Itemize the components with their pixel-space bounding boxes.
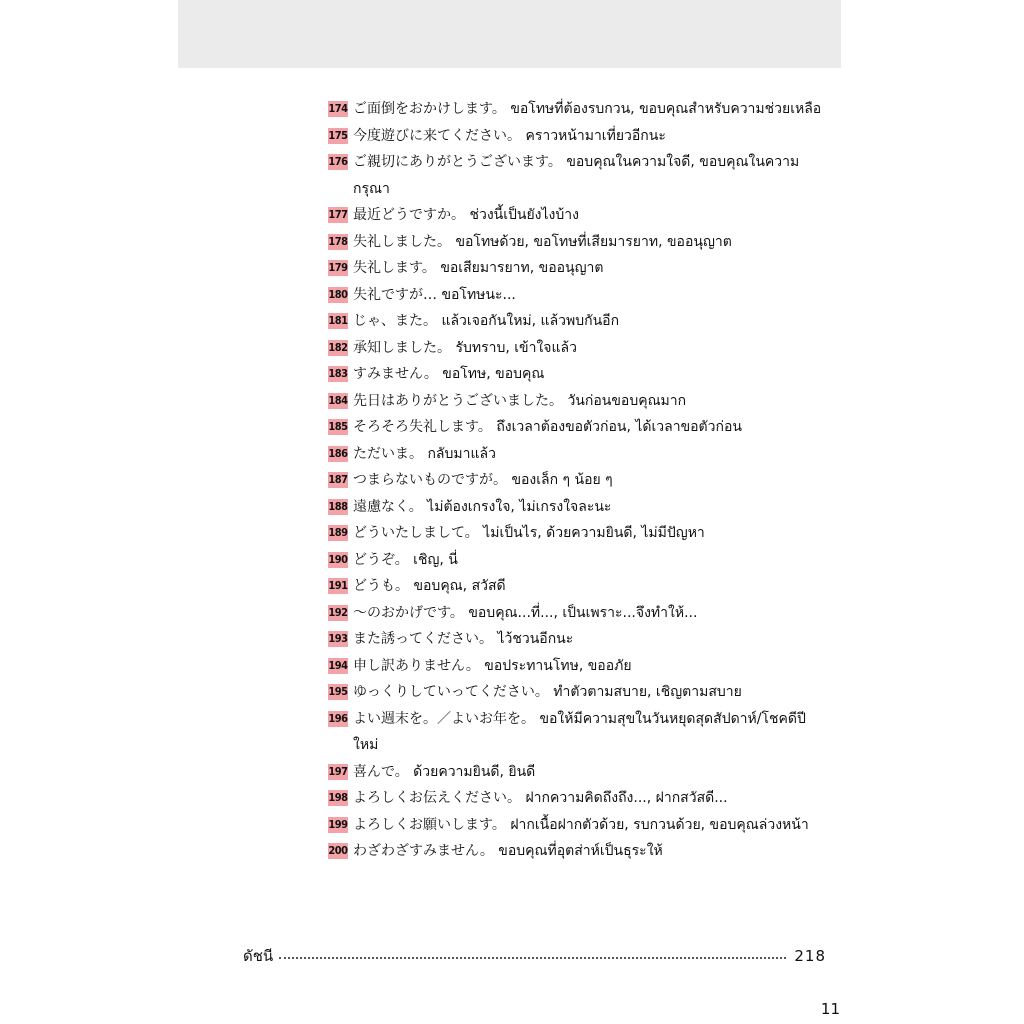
phrase-entry (328, 388, 828, 415)
phrase-text: よろしくお願いします。 ฝากเนื้อฝากตัวด้วย, รบกวนด้วย, ขอบคุณล่วงหน้า (353, 816, 809, 833)
entry-number-badge: 181 (328, 314, 348, 327)
entry-number-badge: 188 (328, 499, 348, 513)
phrase-text: 申し訳ありません。 ขอประทานโทษ, ขออภัย (353, 657, 632, 674)
phrase-text: ゆっくりしていってください。 ทำตัวตามสบาย, เชิญตามสบาย (353, 684, 742, 700)
phrase-text: また誘ってください。 ไว้ชวนอีกนะ (353, 631, 574, 647)
entry-number-badge: 177 (328, 208, 348, 221)
phrase-entry (328, 255, 828, 282)
phrase-entry (328, 653, 828, 680)
phrase-text: わざわざすみません。 ขอบคุณที่อุตส่าห์เป็นธุระให้ (353, 843, 663, 859)
phrase-text: ご面倒をおかけします。 ขอโทษที่ต้องรบกวน, ขอบคุณสำหรับความช่วยเหลือ (353, 101, 822, 117)
entry-number-badge: 195 (328, 685, 348, 698)
phrase-entry (328, 361, 828, 388)
entry-number-badge: 190 (328, 552, 348, 566)
phrase-entry (328, 441, 828, 468)
entry-number-badge: 191 (328, 579, 348, 592)
phrase-text: どうぞ。 เชิญ, นี่ (353, 551, 458, 568)
phrase-text: ご親切にありがとうございます。 ขอบคุณในความใจดี, ขอบคุณในความกรุณา (353, 154, 800, 197)
entry-number-badge: 183 (328, 367, 348, 380)
phrase-entry (328, 123, 828, 150)
entry-number-badge: 192 (328, 605, 348, 619)
phrase-entry (328, 626, 828, 653)
phrase-entry (328, 547, 828, 574)
phrase-text: ただいま。 กลับมาแล้ว (353, 445, 496, 462)
phrase-text: 承知しました。 รับทราบ, เข้าใจแล้ว (353, 339, 577, 356)
phrase-text: じゃ、また。 แล้วเจอกันใหม่, แล้วพบกันอีก (353, 313, 620, 329)
phrase-entry (328, 229, 828, 256)
phrase-entry (328, 520, 828, 547)
phrase-text: 最近どうですか。 ช่วงนี้เป็นยังไงบ้าง (353, 207, 579, 223)
page-header-band (178, 0, 841, 68)
phrase-text: 失礼ですが… ขอโทษนะ... (353, 286, 516, 303)
page-number: 11 (820, 1000, 840, 1018)
entry-number-badge: 193 (328, 632, 348, 645)
entry-number-badge: 200 (328, 844, 348, 857)
index-label: ดัชนี (243, 947, 274, 965)
entry-number-badge: 189 (328, 526, 348, 539)
phrase-entry (328, 202, 828, 229)
phrase-text: つまらないものですが。 ของเล็ก ๆ น้อย ๆ (353, 472, 613, 488)
phrase-text: 遠慮なく。 ไม่ต้องเกรงใจ, ไม่เกรงใจละนะ (353, 498, 612, 515)
phrase-text: 失礼します。 ขอเสียมารยาท, ขออนุญาต (353, 260, 604, 276)
entry-number-badge: 174 (328, 102, 348, 115)
entry-number-badge: 176 (328, 155, 348, 168)
phrase-entry (328, 335, 828, 362)
phrase-entry (328, 573, 828, 600)
entry-number-badge: 179 (328, 261, 348, 274)
entry-number-badge: 194 (328, 658, 348, 672)
index-entry (243, 944, 826, 968)
leader-dots (279, 957, 786, 959)
phrase-entry (328, 679, 828, 706)
entry-number-badge: 184 (328, 393, 348, 407)
phrase-entry (328, 600, 828, 627)
phrase-text: よろしくお伝えください。 ฝากความคิดถึงถึง..., ฝากสวัสดี... (353, 790, 728, 806)
phrase-entry (328, 494, 828, 521)
entry-number-badge: 198 (328, 791, 348, 804)
entry-number-badge: 196 (328, 711, 348, 725)
phrase-entry (328, 759, 828, 786)
phrase-text: ～のおかげです。 ขอบคุณ...ที่..., เป็นเพราะ...จึงทำให้... (353, 604, 698, 621)
phrase-entry (328, 308, 828, 335)
entry-number-badge: 175 (328, 128, 348, 142)
entry-number-badge: 197 (328, 764, 348, 778)
phrase-text: どうも。 ขอบคุณ, สวัสดี (353, 578, 506, 594)
entry-number-badge: 180 (328, 287, 348, 301)
phrase-entry (328, 467, 828, 494)
phrase-text: 先日はありがとうございました。 วันก่อนขอบคุณมาก (353, 392, 687, 409)
entry-number-badge: 178 (328, 234, 348, 248)
phrase-entry (328, 785, 828, 812)
phrase-entry (328, 706, 828, 759)
index-page-number: 218 (794, 947, 826, 965)
phrase-text: どういたしまして。 ไม่เป็นไร, ด้วยความยินดี, ไม่มีปัญหา (353, 525, 705, 541)
entry-number-badge: 185 (328, 420, 348, 433)
phrase-text: すみません。 ขอโทษ, ขอบคุณ (353, 366, 545, 382)
phrase-entry (328, 414, 828, 441)
phrase-entry (328, 96, 828, 123)
entry-number-badge: 199 (328, 817, 348, 831)
phrase-text: 今度遊びに来てください。 คราวหน้ามาเที่ยวอีกนะ (353, 127, 666, 144)
phrase-list (328, 96, 828, 865)
phrase-entry (328, 282, 828, 309)
phrase-text: よい週末を。／よいお年を。 ขอให้มีความสุขในวันหยุดสุดสัปดาห์/โชคดีปีใหม่ (353, 710, 806, 753)
phrase-text: 失礼しました。 ขอโทษด้วย, ขอโทษที่เสียมารยาท, ขออนุญาต (353, 233, 732, 250)
phrase-entry (328, 812, 828, 839)
entry-number-badge: 187 (328, 473, 348, 486)
phrase-text: 喜んで。 ด้วยความยินดี, ยินดี (353, 763, 536, 780)
entry-number-badge: 186 (328, 446, 348, 460)
phrase-entry (328, 838, 828, 865)
entry-number-badge: 182 (328, 340, 348, 354)
phrase-entry (328, 149, 828, 202)
phrase-text: そろそろ失礼します。 ถึงเวลาต้องขอตัวก่อน, ได้เวลาขอตัวก่อน (353, 419, 742, 435)
